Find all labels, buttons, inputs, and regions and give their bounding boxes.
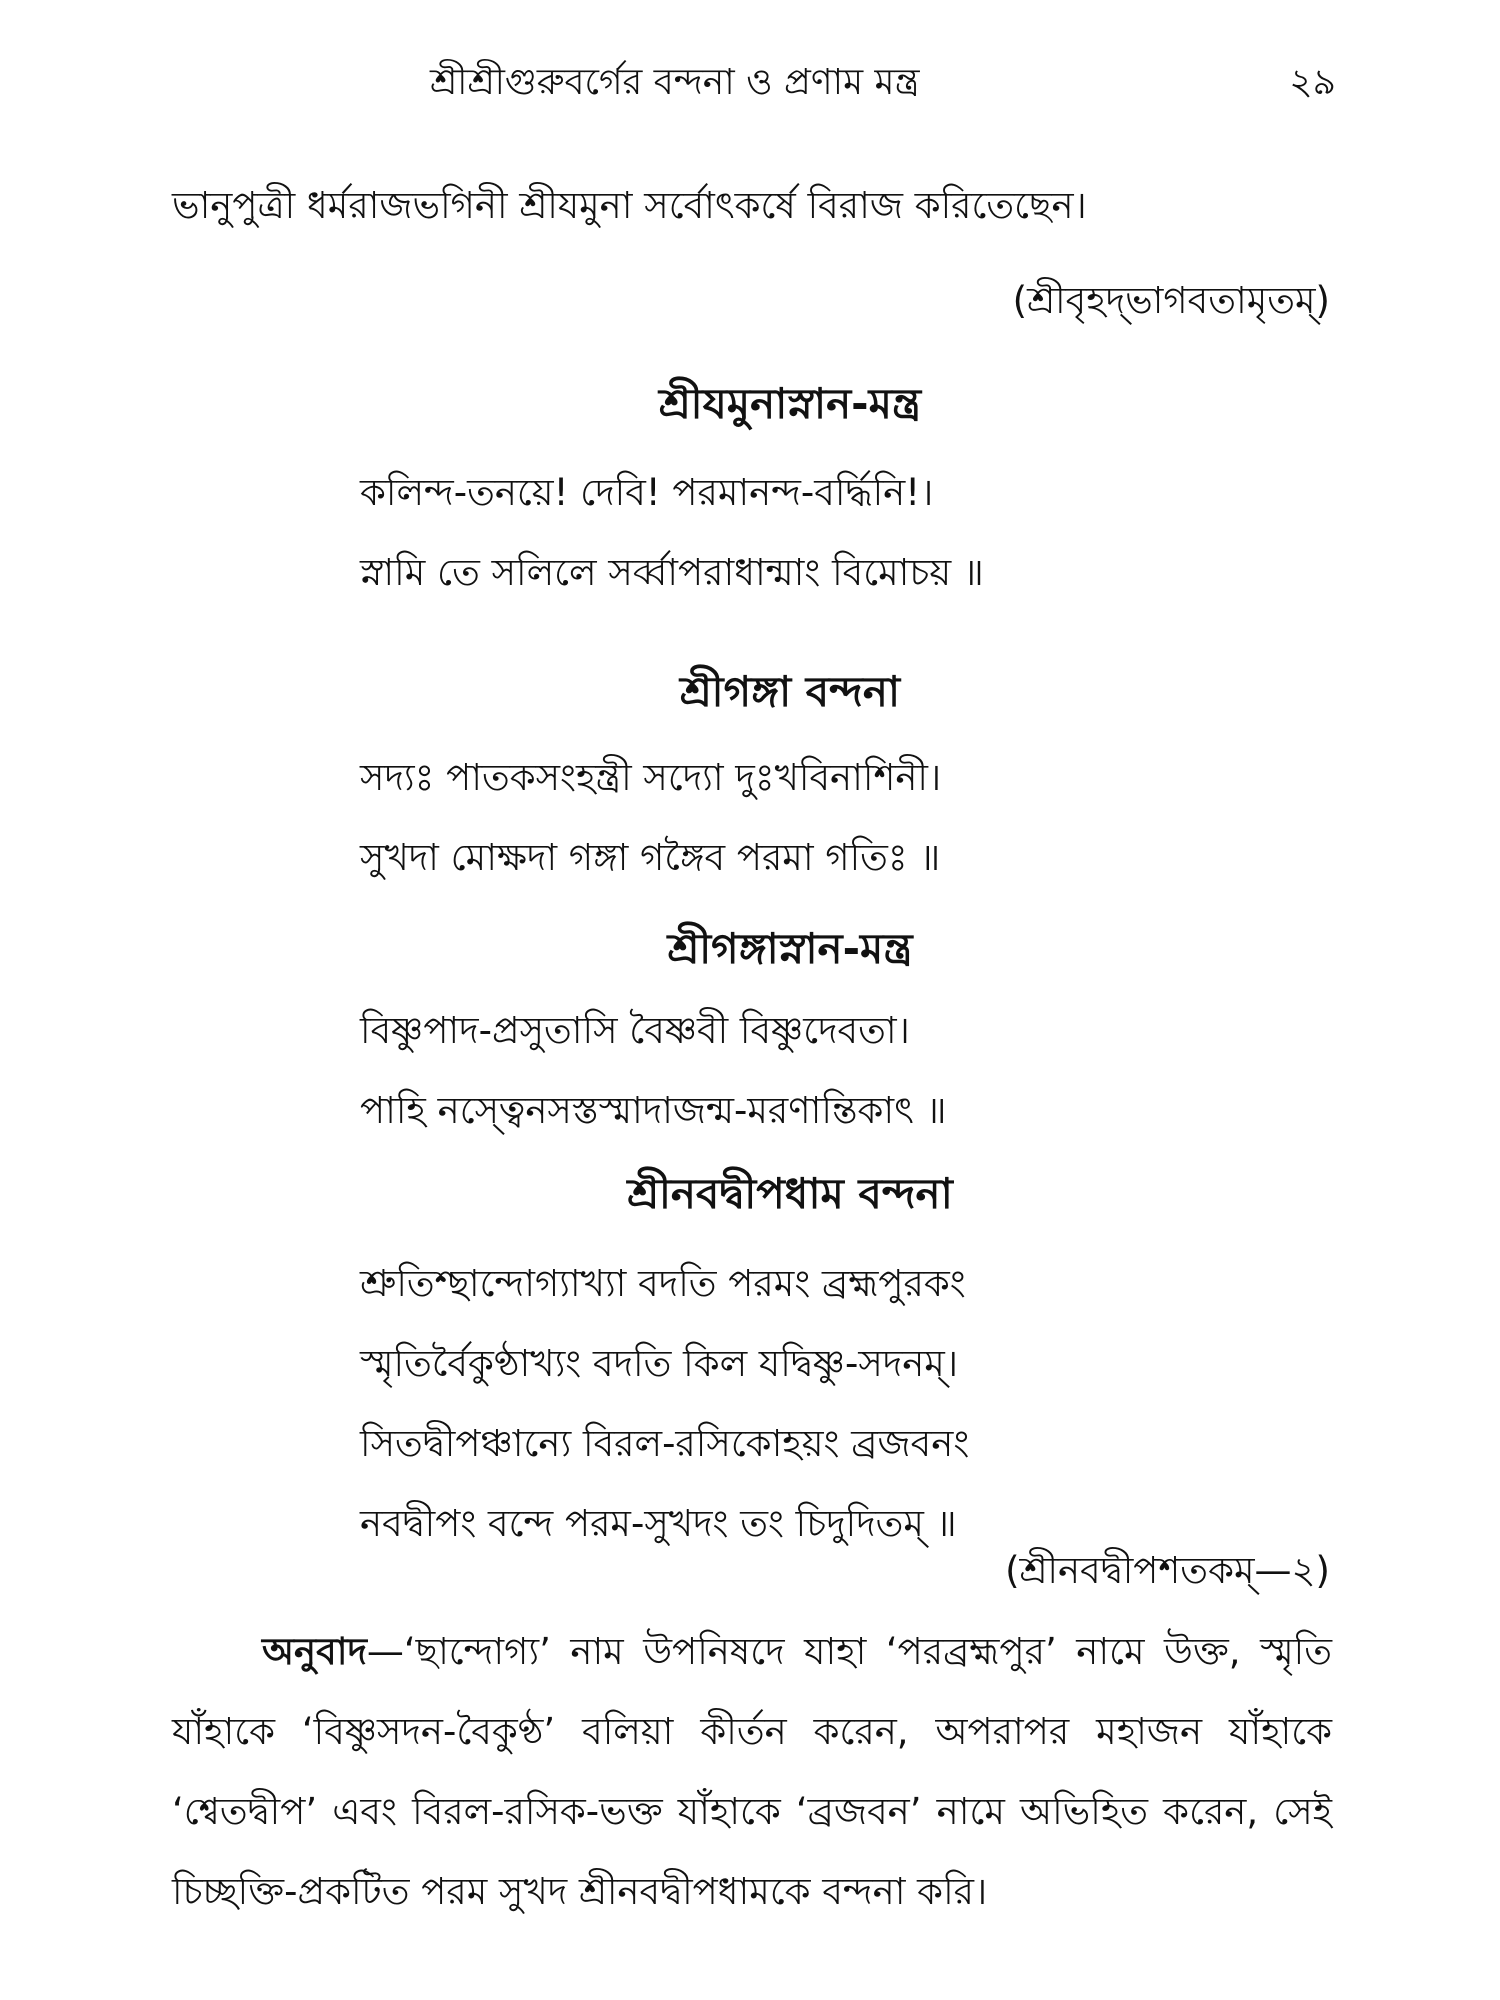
source-citation-2: (শ্রীনবদ্বীপশতকম্‌—২) xyxy=(1005,1549,1330,1592)
running-title: শ্রীশ্রীগুরুবর্গের বন্দনা ও প্রণাম মন্ত্র xyxy=(430,62,920,103)
verse-line: স্নামি তে সলিলে সর্ব্বাপরাধান্মাং বিমোচয় ॥ xyxy=(360,551,984,594)
translation-body: —‘ছান্দোগ্য’ নাম উপনিষদে যাহা ‘পরব্রহ্মপুর’ নামে উক্ত, স্মৃতি যাঁহাকে ‘বিষ্ণুসদন-বৈকুণ্ঠ’ বলিয়া কীর্তন করেন, অপরাপর মহাজন যাঁহাকে ‘শ্বেতদ্বীপ’ এবং বিরল-রসিক-ভক্ত যাঁহাকে ‘ব্রজবন’ নামে অভিহিত করেন, সেই চিচ্ছক্তি-প্রকটিত পরম সুখদ শ্রীনবদ্বীপধামকে বন্দনা করি। xyxy=(172,1630,1332,1913)
section-heading-navadvipa-vandana: শ্রীনবদ্বীপধাম বন্দনা xyxy=(627,1169,953,1218)
verse-line: শ্রুতিশ্ছান্দোগ্যাখ্যা বদতি পরমং ব্রহ্মপুরকং xyxy=(360,1262,966,1305)
verse-line: নবদ্বীপং বন্দে পরম-সুখদং তং চিদুদিতম্‌ ॥ xyxy=(360,1502,957,1545)
verse-line: স্মৃতির্বৈকুণ্ঠাখ্যং বদতি কিল যদ্বিষ্ণু-সদনম্‌। xyxy=(360,1342,959,1385)
verse-line: সিতদ্বীপঞ্চান্যে বিরল-রসিকোহয়ং ব্রজবনং xyxy=(360,1422,970,1465)
translation-label: অনুবাদ xyxy=(262,1630,367,1673)
section-heading-ganga-snan: শ্রীগঙ্গাস্নান-মন্ত্র xyxy=(667,924,913,973)
verse-line: সুখদা মোক্ষদা গঙ্গা গঙ্গৈব পরমা গতিঃ ॥ xyxy=(360,836,941,879)
verse-line: বিষ্ণুপাদ-প্রসুতাসি বৈষ্ণবী বিষ্ণুদেবতা। xyxy=(360,1009,910,1052)
source-citation-1: (শ্রীবৃহদ্‌ভাগবতামৃতম্‌) xyxy=(1012,279,1330,322)
verse-line: সদ্যঃ পাতকসংহন্ত্রী সদ্যো দুঃখবিনাশিনী। xyxy=(360,756,942,799)
page-number: ২৯ xyxy=(1289,62,1336,103)
verse-line: কলিন্দ-তনয়ে! দেবি! পরমানন্দ-বর্দ্ধিনি!। xyxy=(360,471,934,514)
translation-paragraph xyxy=(172,1612,1332,1932)
verse-line: পাহি নস্ত্বেনসস্তস্মাদাজন্ম-মরণান্তিকাৎ ॥ xyxy=(360,1089,947,1132)
section-heading-yamuna-snan: শ্রীযমুনাস্নান-মন্ত্র xyxy=(658,379,922,428)
section-heading-ganga-vandana: শ্রীগঙ্গা বন্দনা xyxy=(679,667,901,716)
intro-line: ভানুপুত্রী ধর্মরাজভগিনী শ্রীযমুনা সর্বোৎকর্ষে বিরাজ করিতেছেন। xyxy=(172,184,1087,227)
